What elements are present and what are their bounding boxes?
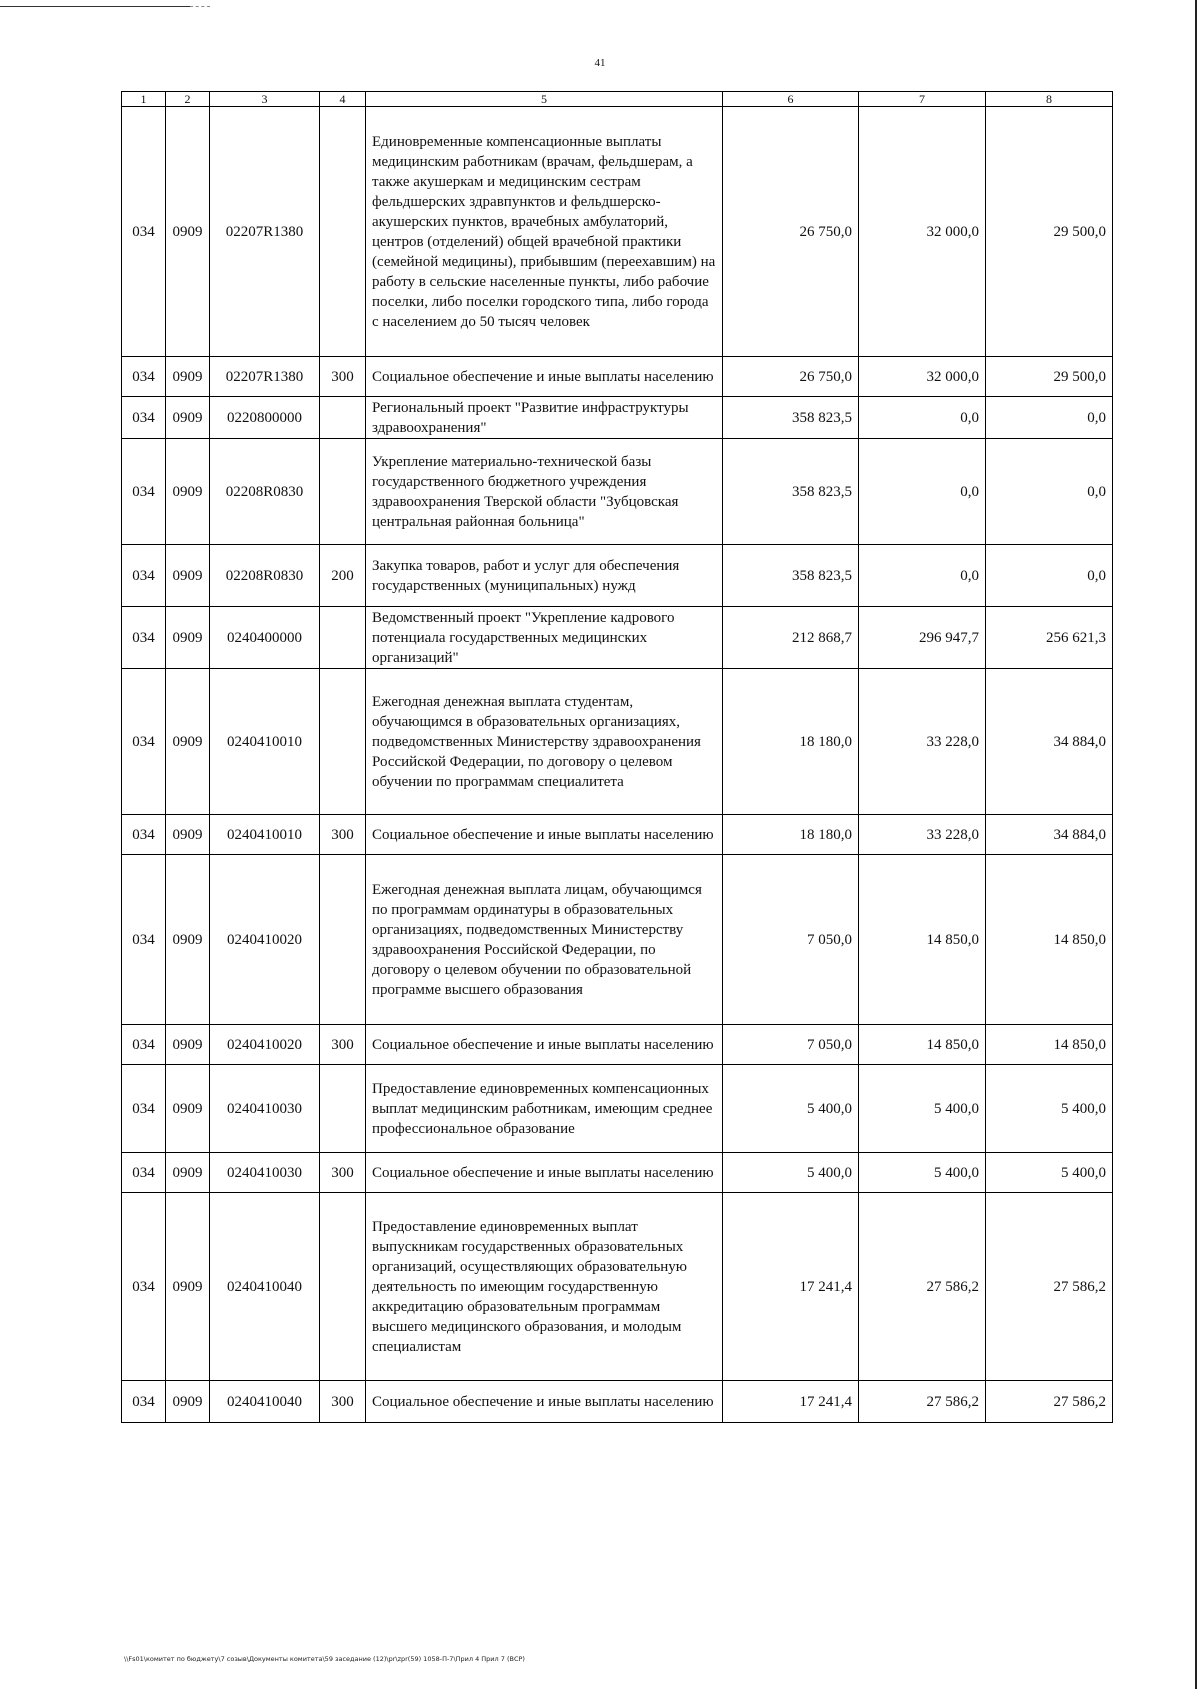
cell-target: 0220800000 bbox=[210, 397, 320, 439]
table-row bbox=[122, 545, 1113, 607]
cell-amount-3: 34 884,0 bbox=[986, 669, 1113, 815]
cell-amount-2: 5 400,0 bbox=[859, 1153, 986, 1193]
cell-target: 02207R1380 bbox=[210, 357, 320, 397]
cell-target: 0240410030 bbox=[210, 1153, 320, 1193]
cell-section: 0909 bbox=[166, 1153, 210, 1193]
col-header-8: 8 bbox=[986, 92, 1113, 107]
cell-amount-3: 34 884,0 bbox=[986, 815, 1113, 855]
table-row bbox=[122, 669, 1113, 815]
cell-section: 0909 bbox=[166, 1065, 210, 1153]
col-header-1: 1 bbox=[122, 92, 166, 107]
cell-expense-type bbox=[320, 1193, 366, 1381]
cell-section: 0909 bbox=[166, 1025, 210, 1065]
cell-amount-2: 296 947,7 bbox=[859, 607, 986, 669]
cell-amount-2: 27 586,2 bbox=[859, 1381, 986, 1423]
cell-admin: 034 bbox=[122, 1193, 166, 1381]
cell-amount-1: 358 823,5 bbox=[723, 545, 859, 607]
cell-section: 0909 bbox=[166, 1381, 210, 1423]
cell-description: Социальное обеспечение и иные выплаты населению bbox=[366, 1153, 723, 1193]
cell-expense-type bbox=[320, 439, 366, 545]
cell-admin: 034 bbox=[122, 545, 166, 607]
cell-description: Социальное обеспечение и иные выплаты населению bbox=[366, 357, 723, 397]
cell-amount-2: 32 000,0 bbox=[859, 107, 986, 357]
table-row bbox=[122, 357, 1113, 397]
cell-admin: 034 bbox=[122, 1153, 166, 1193]
cell-amount-1: 7 050,0 bbox=[723, 1025, 859, 1065]
table-header-row bbox=[122, 92, 1113, 107]
cell-amount-2: 14 850,0 bbox=[859, 855, 986, 1025]
table-row bbox=[122, 1025, 1113, 1065]
cell-admin: 034 bbox=[122, 1065, 166, 1153]
cell-amount-1: 7 050,0 bbox=[723, 855, 859, 1025]
cell-target: 0240410020 bbox=[210, 1025, 320, 1065]
cell-section: 0909 bbox=[166, 357, 210, 397]
cell-admin: 034 bbox=[122, 815, 166, 855]
table-row bbox=[122, 1193, 1113, 1381]
cell-description: Предоставление единовременных выплат выпускникам государственных образовательных организаций, осуществляющих образовательную деятельность по имеющим государственную аккредитацию образовательным программам высшего медицинского образования, и молодым специалистам bbox=[366, 1193, 723, 1381]
cell-amount-3: 14 850,0 bbox=[986, 855, 1113, 1025]
scan-right-edge bbox=[1195, 0, 1197, 1689]
cell-amount-1: 18 180,0 bbox=[723, 669, 859, 815]
table-row bbox=[122, 439, 1113, 545]
cell-amount-1: 17 241,4 bbox=[723, 1193, 859, 1381]
cell-amount-2: 32 000,0 bbox=[859, 357, 986, 397]
cell-amount-2: 0,0 bbox=[859, 439, 986, 545]
cell-target: 0240400000 bbox=[210, 607, 320, 669]
cell-expense-type bbox=[320, 669, 366, 815]
cell-description: Единовременные компенсационные выплаты медицинским работникам (врачам, фельдшерам, а также акушеркам и медицинским сестрам фельдшерских здравпунктов и фельдшерско-акушерских пунктов, врачебных амбулаторий, центров (отделений) общей врачебной практики (семейной медицины), прибывшим (переехавшим) на работу в сельские населенные пункты, либо рабочие поселки, либо поселки городского типа, либо города с населением до 50 тысяч человек bbox=[366, 107, 723, 357]
cell-expense-type: 300 bbox=[320, 1025, 366, 1065]
cell-amount-1: 5 400,0 bbox=[723, 1153, 859, 1193]
cell-description: Предоставление единовременных компенсационных выплат медицинским работникам, имеющим среднее профессиональное образование bbox=[366, 1065, 723, 1153]
cell-target: 0240410010 bbox=[210, 815, 320, 855]
file-path-footer: \\Fs01\комитет по бюджету\7 созыв\Документы комитета\59 заседание (12)\pr\zpr(59) 1058-П-7\Прил 4 Прил 7 (ВСР) bbox=[124, 1655, 525, 1663]
table-row bbox=[122, 1381, 1113, 1423]
cell-amount-3: 0,0 bbox=[986, 439, 1113, 545]
cell-target: 0240410010 bbox=[210, 669, 320, 815]
col-header-3: 3 bbox=[210, 92, 320, 107]
scan-edge-line bbox=[0, 6, 190, 7]
cell-amount-1: 212 868,7 bbox=[723, 607, 859, 669]
cell-admin: 034 bbox=[122, 1381, 166, 1423]
cell-expense-type: 300 bbox=[320, 357, 366, 397]
cell-admin: 034 bbox=[122, 1025, 166, 1065]
cell-amount-3: 14 850,0 bbox=[986, 1025, 1113, 1065]
cell-target: 02208R0830 bbox=[210, 545, 320, 607]
cell-target: 02208R0830 bbox=[210, 439, 320, 545]
col-header-5: 5 bbox=[366, 92, 723, 107]
cell-amount-2: 14 850,0 bbox=[859, 1025, 986, 1065]
cell-description: Социальное обеспечение и иные выплаты населению bbox=[366, 1025, 723, 1065]
table-row bbox=[122, 815, 1113, 855]
cell-amount-3: 0,0 bbox=[986, 397, 1113, 439]
cell-description: Ежегодная денежная выплата лицам, обучающимся по программам ординатуры в образовательных организациях, подведомственных Министерству здравоохранения Российской Федерации, по договору о целевом обучении по образовательной программе высшего образования bbox=[366, 855, 723, 1025]
table-row bbox=[122, 1065, 1113, 1153]
cell-expense-type: 300 bbox=[320, 815, 366, 855]
cell-expense-type: 300 bbox=[320, 1153, 366, 1193]
cell-target: 0240410030 bbox=[210, 1065, 320, 1153]
scan-edge-dash bbox=[190, 6, 210, 7]
cell-description: Укрепление материально-технической базы государственного бюджетного учреждения здравоохранения Тверской области "Зубцовская центральная районная больница" bbox=[366, 439, 723, 545]
cell-admin: 034 bbox=[122, 439, 166, 545]
cell-admin: 034 bbox=[122, 357, 166, 397]
cell-amount-1: 17 241,4 bbox=[723, 1381, 859, 1423]
col-header-2: 2 bbox=[166, 92, 210, 107]
cell-amount-2: 0,0 bbox=[859, 545, 986, 607]
cell-expense-type bbox=[320, 107, 366, 357]
cell-expense-type bbox=[320, 855, 366, 1025]
cell-section: 0909 bbox=[166, 397, 210, 439]
cell-admin: 034 bbox=[122, 607, 166, 669]
col-header-7: 7 bbox=[859, 92, 986, 107]
cell-amount-1: 358 823,5 bbox=[723, 439, 859, 545]
cell-amount-2: 33 228,0 bbox=[859, 669, 986, 815]
table-row bbox=[122, 855, 1113, 1025]
cell-expense-type bbox=[320, 397, 366, 439]
page-number: 41 bbox=[594, 57, 606, 69]
cell-expense-type: 300 bbox=[320, 1381, 366, 1423]
budget-table bbox=[121, 91, 1113, 1423]
cell-expense-type: 200 bbox=[320, 545, 366, 607]
table-row bbox=[122, 107, 1113, 357]
cell-amount-3: 29 500,0 bbox=[986, 357, 1113, 397]
cell-amount-3: 27 586,2 bbox=[986, 1381, 1113, 1423]
cell-amount-3: 0,0 bbox=[986, 545, 1113, 607]
cell-amount-3: 5 400,0 bbox=[986, 1153, 1113, 1193]
cell-expense-type bbox=[320, 1065, 366, 1153]
cell-amount-1: 5 400,0 bbox=[723, 1065, 859, 1153]
col-header-4: 4 bbox=[320, 92, 366, 107]
cell-section: 0909 bbox=[166, 669, 210, 815]
cell-amount-1: 26 750,0 bbox=[723, 357, 859, 397]
cell-section: 0909 bbox=[166, 1193, 210, 1381]
cell-description: Закупка товаров, работ и услуг для обеспечения государственных (муниципальных) нужд bbox=[366, 545, 723, 607]
cell-section: 0909 bbox=[166, 815, 210, 855]
table-row bbox=[122, 607, 1113, 669]
col-header-6: 6 bbox=[723, 92, 859, 107]
cell-target: 0240410040 bbox=[210, 1193, 320, 1381]
cell-section: 0909 bbox=[166, 545, 210, 607]
cell-target: 02207R1380 bbox=[210, 107, 320, 357]
cell-section: 0909 bbox=[166, 607, 210, 669]
cell-description: Региональный проект "Развитие инфраструктуры здравоохранения" bbox=[366, 397, 723, 439]
table-row bbox=[122, 1153, 1113, 1193]
cell-description: Ведомственный проект "Укрепление кадрового потенциала государственных медицинских организаций" bbox=[366, 607, 723, 669]
cell-admin: 034 bbox=[122, 669, 166, 815]
cell-amount-2: 0,0 bbox=[859, 397, 986, 439]
cell-target: 0240410040 bbox=[210, 1381, 320, 1423]
cell-section: 0909 bbox=[166, 439, 210, 545]
cell-amount-1: 358 823,5 bbox=[723, 397, 859, 439]
cell-description: Социальное обеспечение и иные выплаты населению bbox=[366, 1381, 723, 1423]
cell-amount-2: 27 586,2 bbox=[859, 1193, 986, 1381]
cell-description: Социальное обеспечение и иные выплаты населению bbox=[366, 815, 723, 855]
cell-description: Ежегодная денежная выплата студентам, обучающимся в образовательных организациях, подведомственных Министерству здравоохранения Российской Федерации, по договору о целевом обучении по программам специалитета bbox=[366, 669, 723, 815]
cell-expense-type bbox=[320, 607, 366, 669]
cell-section: 0909 bbox=[166, 855, 210, 1025]
cell-amount-3: 27 586,2 bbox=[986, 1193, 1113, 1381]
cell-admin: 034 bbox=[122, 397, 166, 439]
cell-admin: 034 bbox=[122, 107, 166, 357]
table-row bbox=[122, 397, 1113, 439]
cell-amount-1: 26 750,0 bbox=[723, 107, 859, 357]
cell-amount-1: 18 180,0 bbox=[723, 815, 859, 855]
cell-amount-2: 33 228,0 bbox=[859, 815, 986, 855]
cell-section: 0909 bbox=[166, 107, 210, 357]
cell-admin: 034 bbox=[122, 855, 166, 1025]
cell-amount-2: 5 400,0 bbox=[859, 1065, 986, 1153]
cell-target: 0240410020 bbox=[210, 855, 320, 1025]
cell-amount-3: 256 621,3 bbox=[986, 607, 1113, 669]
cell-amount-3: 29 500,0 bbox=[986, 107, 1113, 357]
cell-amount-3: 5 400,0 bbox=[986, 1065, 1113, 1153]
